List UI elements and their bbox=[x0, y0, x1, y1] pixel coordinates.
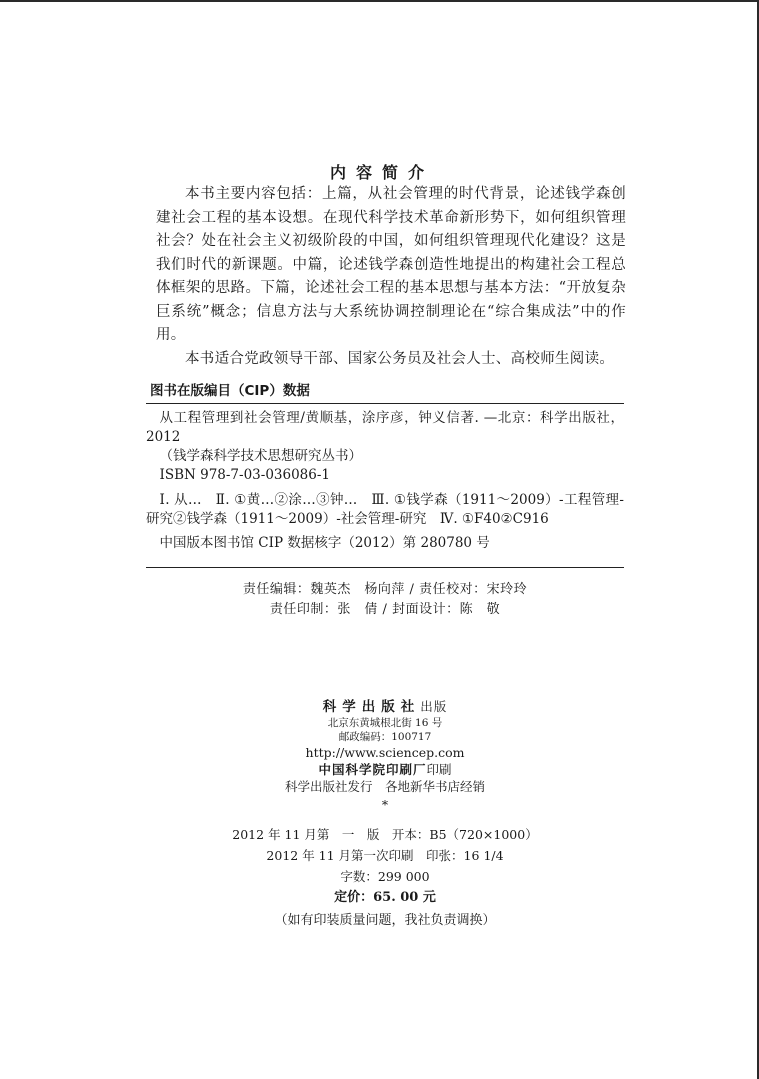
edition-block bbox=[146, 824, 624, 931]
cip-bottom-rule bbox=[146, 567, 624, 568]
price: 定价：65. 00 元 bbox=[334, 890, 436, 905]
publisher-address: 北京东黄城根北街 16 号 bbox=[327, 717, 443, 729]
imprint-block bbox=[146, 698, 624, 811]
cip-record-number: 中国版本图书馆 CIP 数据核字（2012）第 280780 号 bbox=[159, 535, 490, 551]
publisher-name: 科学出版社 bbox=[322, 699, 421, 715]
printer-name: 中国科学院印刷厂 bbox=[318, 762, 427, 777]
intro-body bbox=[156, 183, 626, 371]
printer-suffix: 印刷 bbox=[426, 762, 452, 777]
quality-note: （如有印装质量问题，我社负责调换） bbox=[274, 913, 496, 928]
intro-title: 内容简介 bbox=[330, 163, 435, 182]
cip-entry-title: 从工程管理到社会管理/黄顺基，涂序彦，钟义信著. —北京：科学出版社，2012 bbox=[146, 410, 624, 445]
word-count: 字数：299 000 bbox=[340, 869, 430, 884]
cip-isbn: ISBN 978-7-03-036086-1 bbox=[159, 467, 331, 483]
edition-line: 2012 年 11 月第 一 版 开本：B5（720×1000） bbox=[232, 827, 538, 842]
intro-paragraph-audience: 本书适合党政领导干部、国家公务员及社会人士、高校师生阅读。 bbox=[185, 350, 615, 367]
cip-subjects: Ⅰ. 从… Ⅱ. ①黄…②涂…③钟… Ⅲ. ①钱学森（1911～2009）-工程管理-研究②钱学森（1911～2009）-社会管理-研究 Ⅳ. ①F40②C916 bbox=[146, 492, 624, 527]
intro-paragraph: 本书主要内容包括：上篇，从社会管理的时代背景，论述钱学森创建社会工程的基本设想。在现代科学技术革命新形势下，如何组织管理社会？处在社会主义初级阶段的中国，如何组织管理现代化建设？这是我们时代的新课题。中篇，论述钱学森创造性地提出的构建社会工程总体框架的思路。下篇，论述社会工程的基本思想与基本方法：“开放复杂巨系统”概念；信息方法与大系统协调控制理论在“综合集成法”中的作用。 bbox=[156, 186, 626, 343]
cip-block bbox=[146, 409, 624, 553]
separator-star: * bbox=[381, 797, 389, 812]
page-top-edge bbox=[0, 0, 759, 2]
publisher-suffix: 出版 bbox=[420, 699, 448, 714]
publisher-website: http://www.sciencep.com bbox=[305, 745, 465, 760]
publisher-line bbox=[146, 698, 624, 716]
publisher-postcode: 邮政编码：100717 bbox=[338, 731, 432, 743]
printer-line bbox=[146, 761, 624, 778]
editor-credits: 责任编辑：魏英杰 杨向萍 / 责任校对：宋玲玲 bbox=[242, 582, 528, 597]
cip-title: 图书在版编目（CIP）数据 bbox=[150, 383, 310, 399]
production-credits: 责任印制：张 倩 / 封面设计：陈 敬 bbox=[269, 602, 501, 617]
cip-top-rule bbox=[146, 403, 624, 404]
distribution-line: 科学出版社发行 各地新华书店经销 bbox=[284, 779, 485, 794]
cip-series: （钱学森科学技术思想研究丛书） bbox=[159, 448, 362, 464]
printing-line: 2012 年 11 月第一次印刷 印张：16 1/4 bbox=[266, 848, 504, 863]
